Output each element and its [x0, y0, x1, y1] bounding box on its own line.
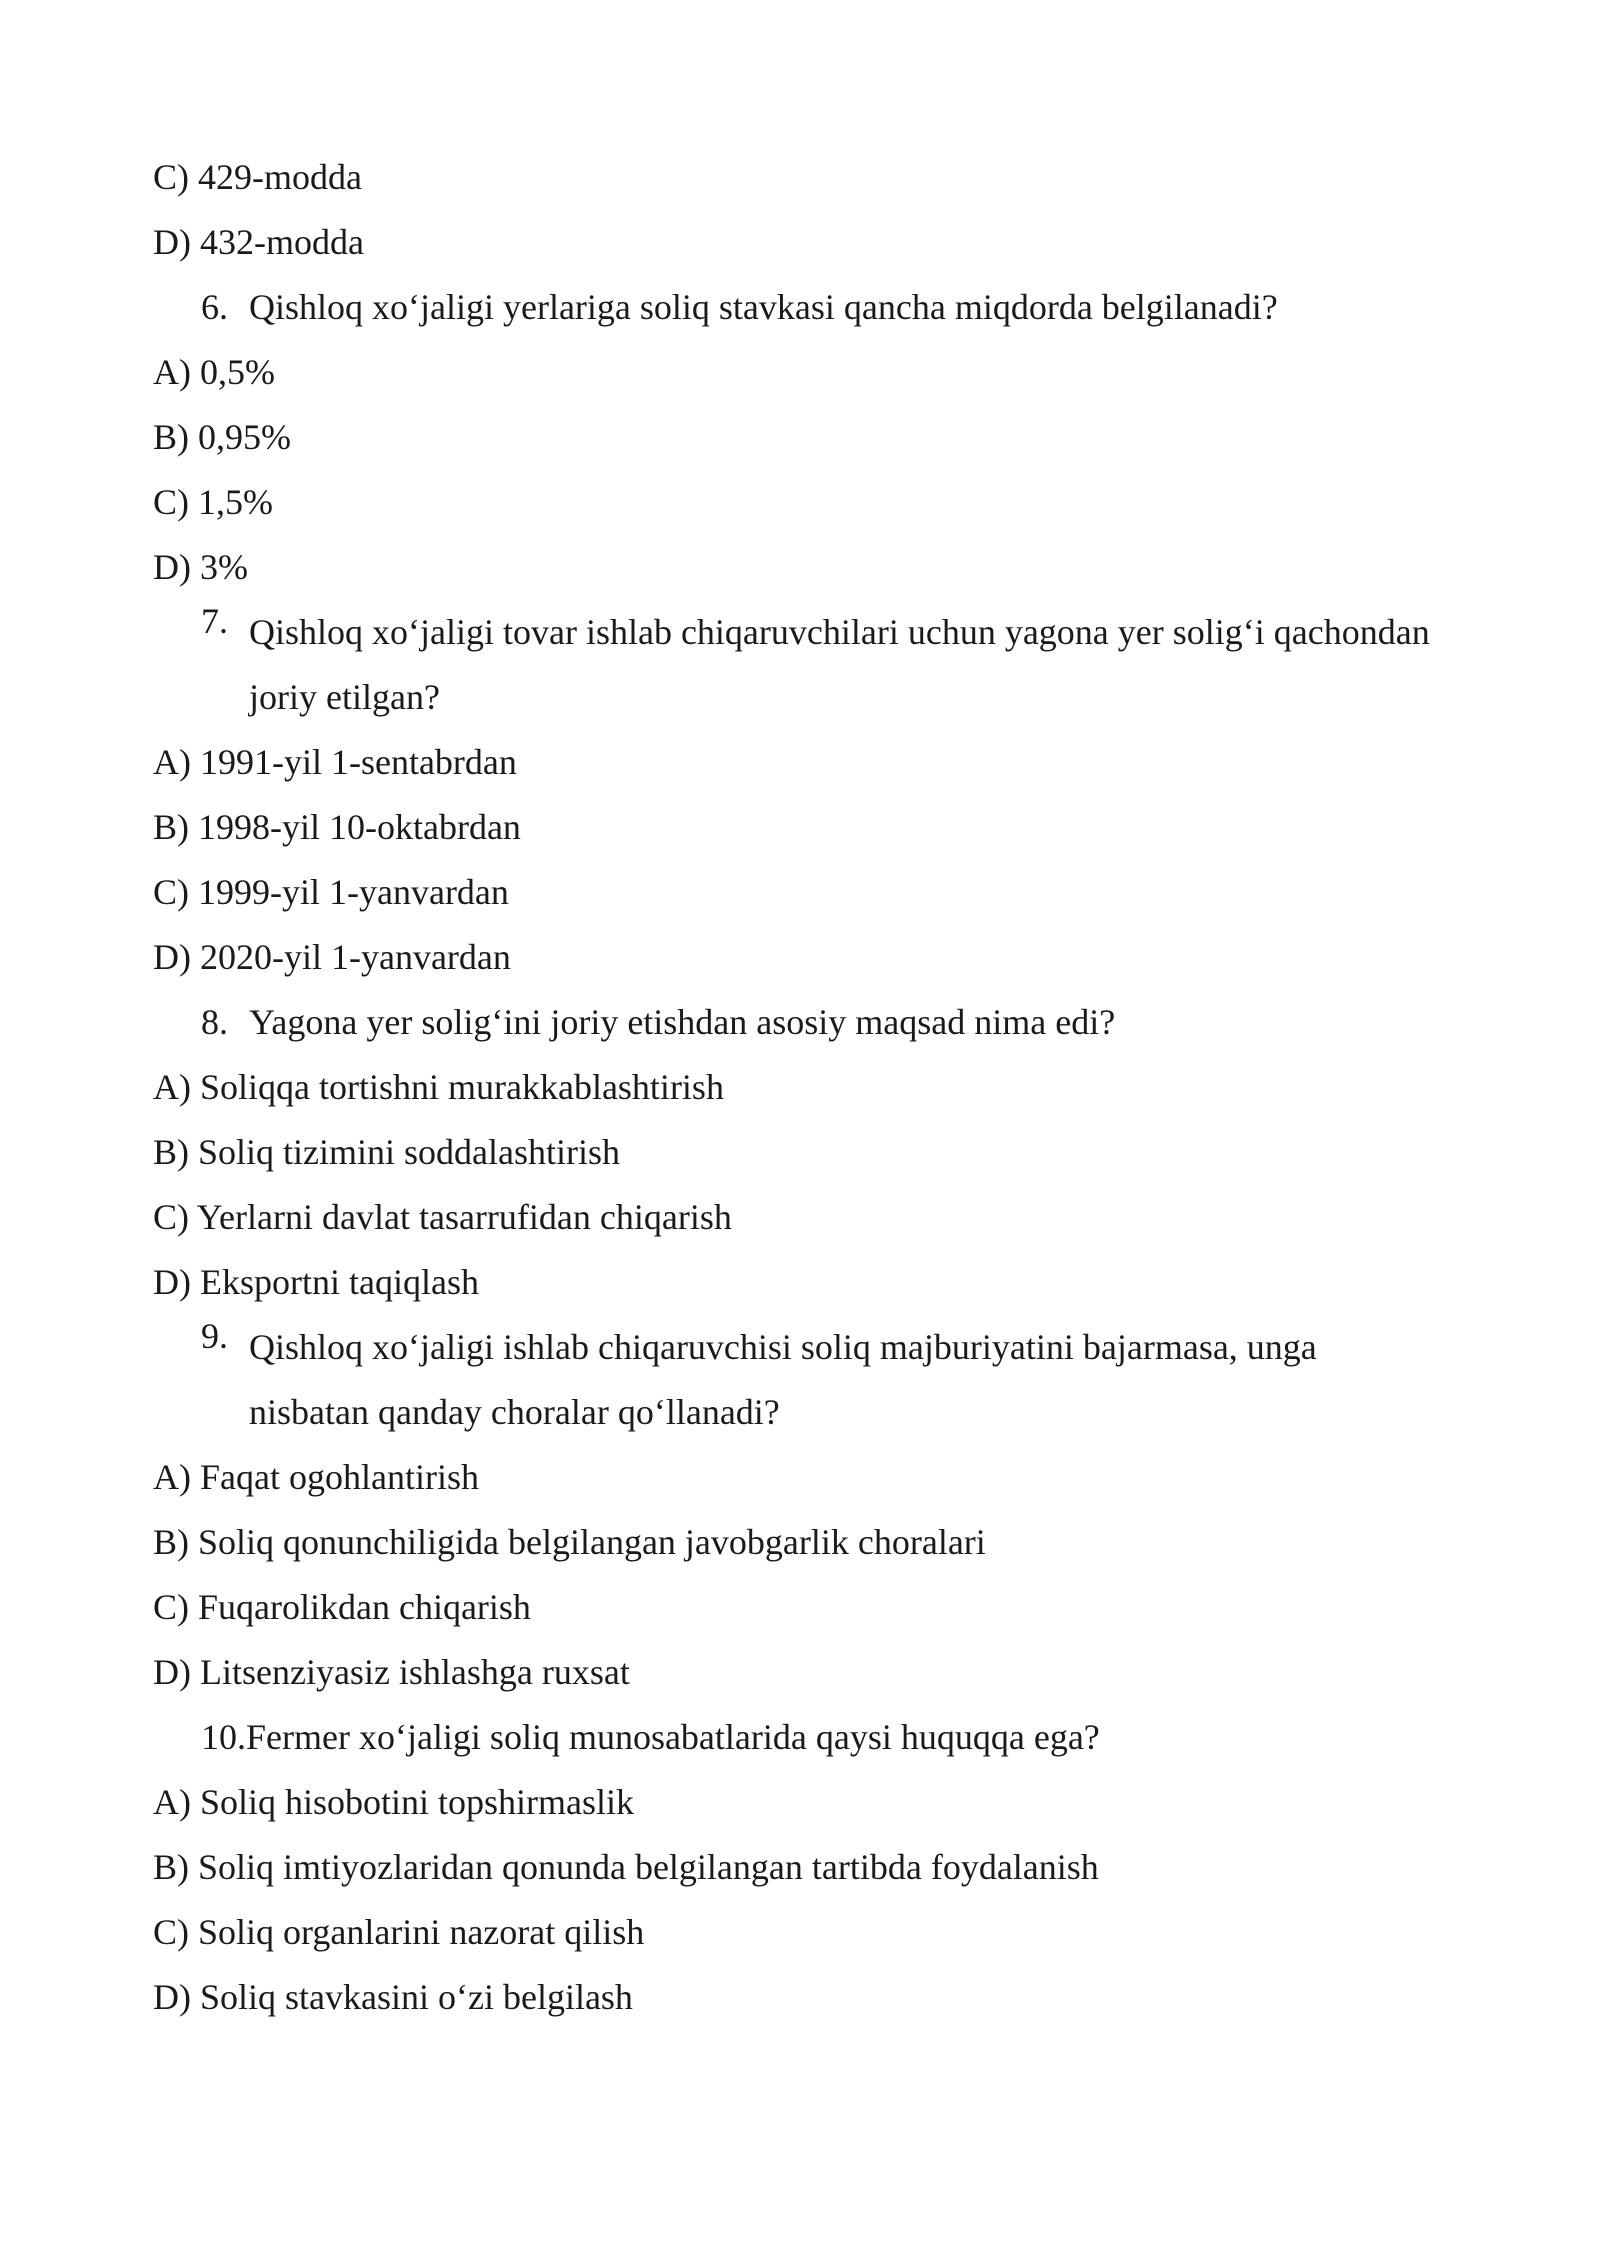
answer-option: C) Fuqarolikdan chiqarish [153, 1587, 531, 1627]
answer-option: B) Soliq tizimini soddalashtirish [153, 1132, 620, 1172]
question-8 [153, 990, 1493, 1055]
question-text: Qishloq xo‘jaligi yerlariga soliq stavkasi qancha miqdorda belgilanadi? [249, 287, 1278, 327]
answer-option: A) Soliqqa tortishni murakkablashtirish [153, 1067, 724, 1107]
answer-option: D) Litsenziyasiz ishlashga ruxsat [153, 1652, 630, 1692]
answer-option: C) 1999-yil 1-yanvardan [153, 872, 509, 912]
answer-option: A) Faqat ogohlantirish [153, 1457, 479, 1497]
answer-option: C) 429-modda [153, 157, 362, 197]
answer-option: D) 2020-yil 1-yanvardan [153, 937, 511, 977]
answer-option: A) Soliq hisobotini topshirmaslik [153, 1782, 635, 1822]
answer-option: D) 432-modda [153, 222, 364, 262]
answer-option: D) Soliq stavkasini o‘zi belgilash [153, 1977, 633, 2017]
answer-option: B) Soliq qonunchiligida belgilangan javobgarlik choralari [153, 1522, 986, 1562]
answer-option: A) 0,5% [153, 352, 275, 392]
answer-option: B) 1998-yil 10-oktabrdan [153, 807, 521, 847]
question-text: Qishloq xo‘jaligi tovar ishlab chiqaruvchilari uchun yagona yer solig‘i qachondan joriy etilgan? [249, 612, 1430, 717]
document-body [153, 145, 1493, 2030]
question-text: Fermer xo‘jaligi soliq munosabatlarida qaysi huquqqa ega? [246, 1717, 1100, 1757]
question-6 [153, 275, 1493, 340]
question-text: Yagona yer solig‘ini joriy etishdan asosiy maqsad nima edi? [249, 1002, 1116, 1042]
answer-option: C) 1,5% [153, 482, 273, 522]
answer-option: B) 0,95% [153, 417, 291, 457]
question-number: 7. [201, 601, 228, 641]
question-number: 9. [201, 1316, 228, 1356]
answer-option: B) Soliq imtiyozlaridan qonunda belgilangan tartibda foydalanish [153, 1847, 1099, 1887]
question-number: 6. [201, 287, 228, 327]
answer-option: D) 3% [153, 547, 248, 587]
question-10 [153, 1705, 1493, 1770]
question-number: 10. [201, 1717, 246, 1757]
question-9 [153, 1315, 1493, 1445]
answer-option: D) Eksportni taqiqlash [153, 1262, 479, 1302]
answer-option: C) Soliq organlarini nazorat qilish [153, 1912, 645, 1952]
question-number: 8. [201, 1002, 228, 1042]
answer-option: A) 1991-yil 1-sentabrdan [153, 742, 517, 782]
question-text: Qishloq xo‘jaligi ishlab chiqaruvchisi soliq majburiyatini bajarmasa, unga nisbatan qanday choralar qo‘llanadi? [249, 1327, 1317, 1432]
answer-option: C) Yerlarni davlat tasarrufidan chiqarish [153, 1197, 732, 1237]
question-7 [153, 600, 1493, 730]
